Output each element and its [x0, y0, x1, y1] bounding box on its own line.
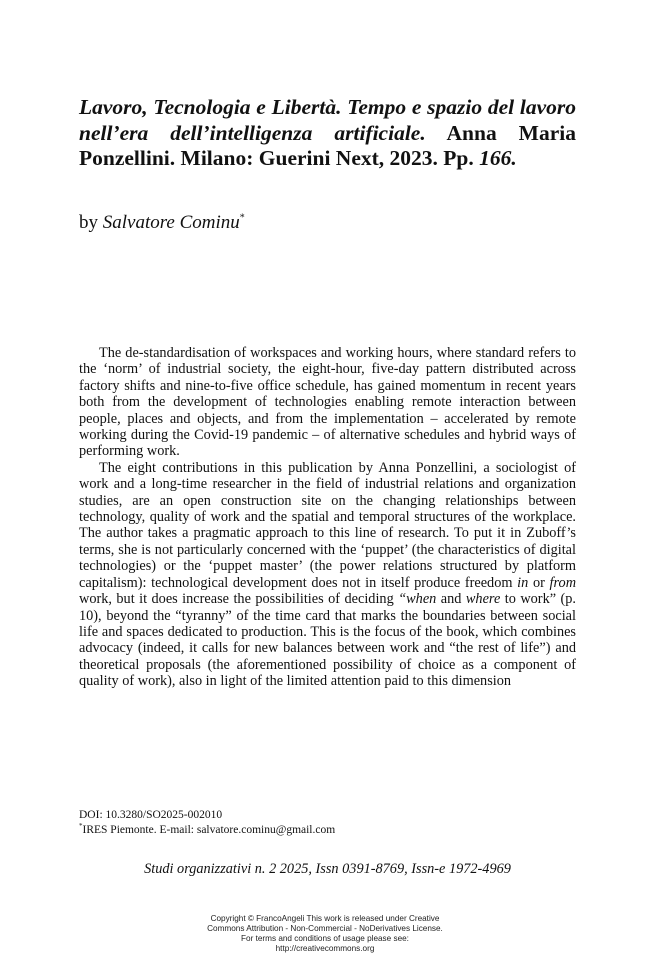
- paragraph-2-text-b: work, but it does increase the possibilities of deciding: [79, 591, 394, 608]
- paragraph-2-text-c: to work” (p. 10), beyond the “tyranny” of the time card that marks the boundaries between social life and spaces dedicated to production. This is the focus of the book, which combines advocacy (indeed, it calls for new balances between work and “the rest of life”) and theoretical proposals (the aforementioned possibility of choice as a component of quality of work), also in light of the limited attention paid to this dimension: [79, 591, 576, 690]
- affiliation-mark: *: [79, 822, 83, 831]
- book-title-italic: Lavoro, Tecnologia e Libertà. Tempo e spazio del lavoro nell’era dell’intelligenza artificiale.: [79, 95, 576, 145]
- author-name: Salvatore Cominu: [102, 212, 240, 233]
- emphasis-when: “when: [398, 591, 437, 608]
- paragraph-2-text-a: The eight contributions in this publication by Anna Ponzellini, a sociologist of work and a long-time researcher in the field of industrial relations and organization studies, are an open construction site on the changing relationships between technology, quality of work and the spatial and temporal structures of the workplace. The author takes a pragmatic approach to this line of research. To put it in Zuboff’s terms, she is not particularly concerned with the ‘puppet’ (the characteristics of digital technologies) or the ‘puppet master’ (the power relations structured by platform capitalism): technological development does not in itself produce freedom: [79, 459, 576, 591]
- license-line-1: Copyright © FrancoAngeli This work is released under Creative: [210, 914, 440, 923]
- journal-citation: Studi organizzativi n. 2 2025, Issn 0391-8769, Issn-e 1972-4969: [144, 861, 511, 877]
- license-line-3: For terms and conditions of usage please see:: [241, 934, 409, 943]
- license-line-2: Commons Attribution - Non-Commercial - NoDerivatives License.: [207, 924, 443, 933]
- paragraph-2-and: and: [440, 591, 462, 608]
- license-link[interactable]: http://creativecommons.org: [275, 944, 375, 953]
- book-details: Anna Maria Ponzellini. Milano: Guerini Next, 2023. Pp.: [79, 120, 576, 170]
- paragraph-2-or: or: [532, 574, 545, 591]
- paragraph-2: [79, 460, 576, 690]
- author-footnote-mark: *: [239, 212, 245, 224]
- paragraph-1: The de-standardisation of workspaces and working hours, where standard refers to the ‘norm’ of industrial society, the eight-hour, five-day pattern distributed across factory shifts and nine-to-five office schedule, has gained momentum in recent years both from the development of technologies enabling remote interaction between people, places and objects, and from the implementation – accelerated by remote working during the Covid-19 pandemic – of alternative schedules and hybrid ways of performing work.: [79, 345, 576, 460]
- byline-prefix: by: [79, 212, 98, 233]
- emphasis-from: from: [549, 574, 577, 591]
- byline: [79, 211, 245, 235]
- doi-line[interactable]: DOI: 10.3280/SO2025-002010: [79, 809, 223, 821]
- license-notice: [150, 914, 500, 954]
- footnotes: [79, 808, 576, 838]
- page-count: 166.: [479, 146, 517, 170]
- affiliation-footnote: [79, 823, 576, 838]
- emphasis-where: where: [465, 591, 501, 608]
- book-review-title: [79, 95, 576, 172]
- emphasis-in: in: [517, 574, 529, 591]
- article-body: [79, 345, 576, 690]
- affiliation-text: IRES Piemonte. E-mail: salvatore.cominu@gmail.com: [82, 824, 336, 836]
